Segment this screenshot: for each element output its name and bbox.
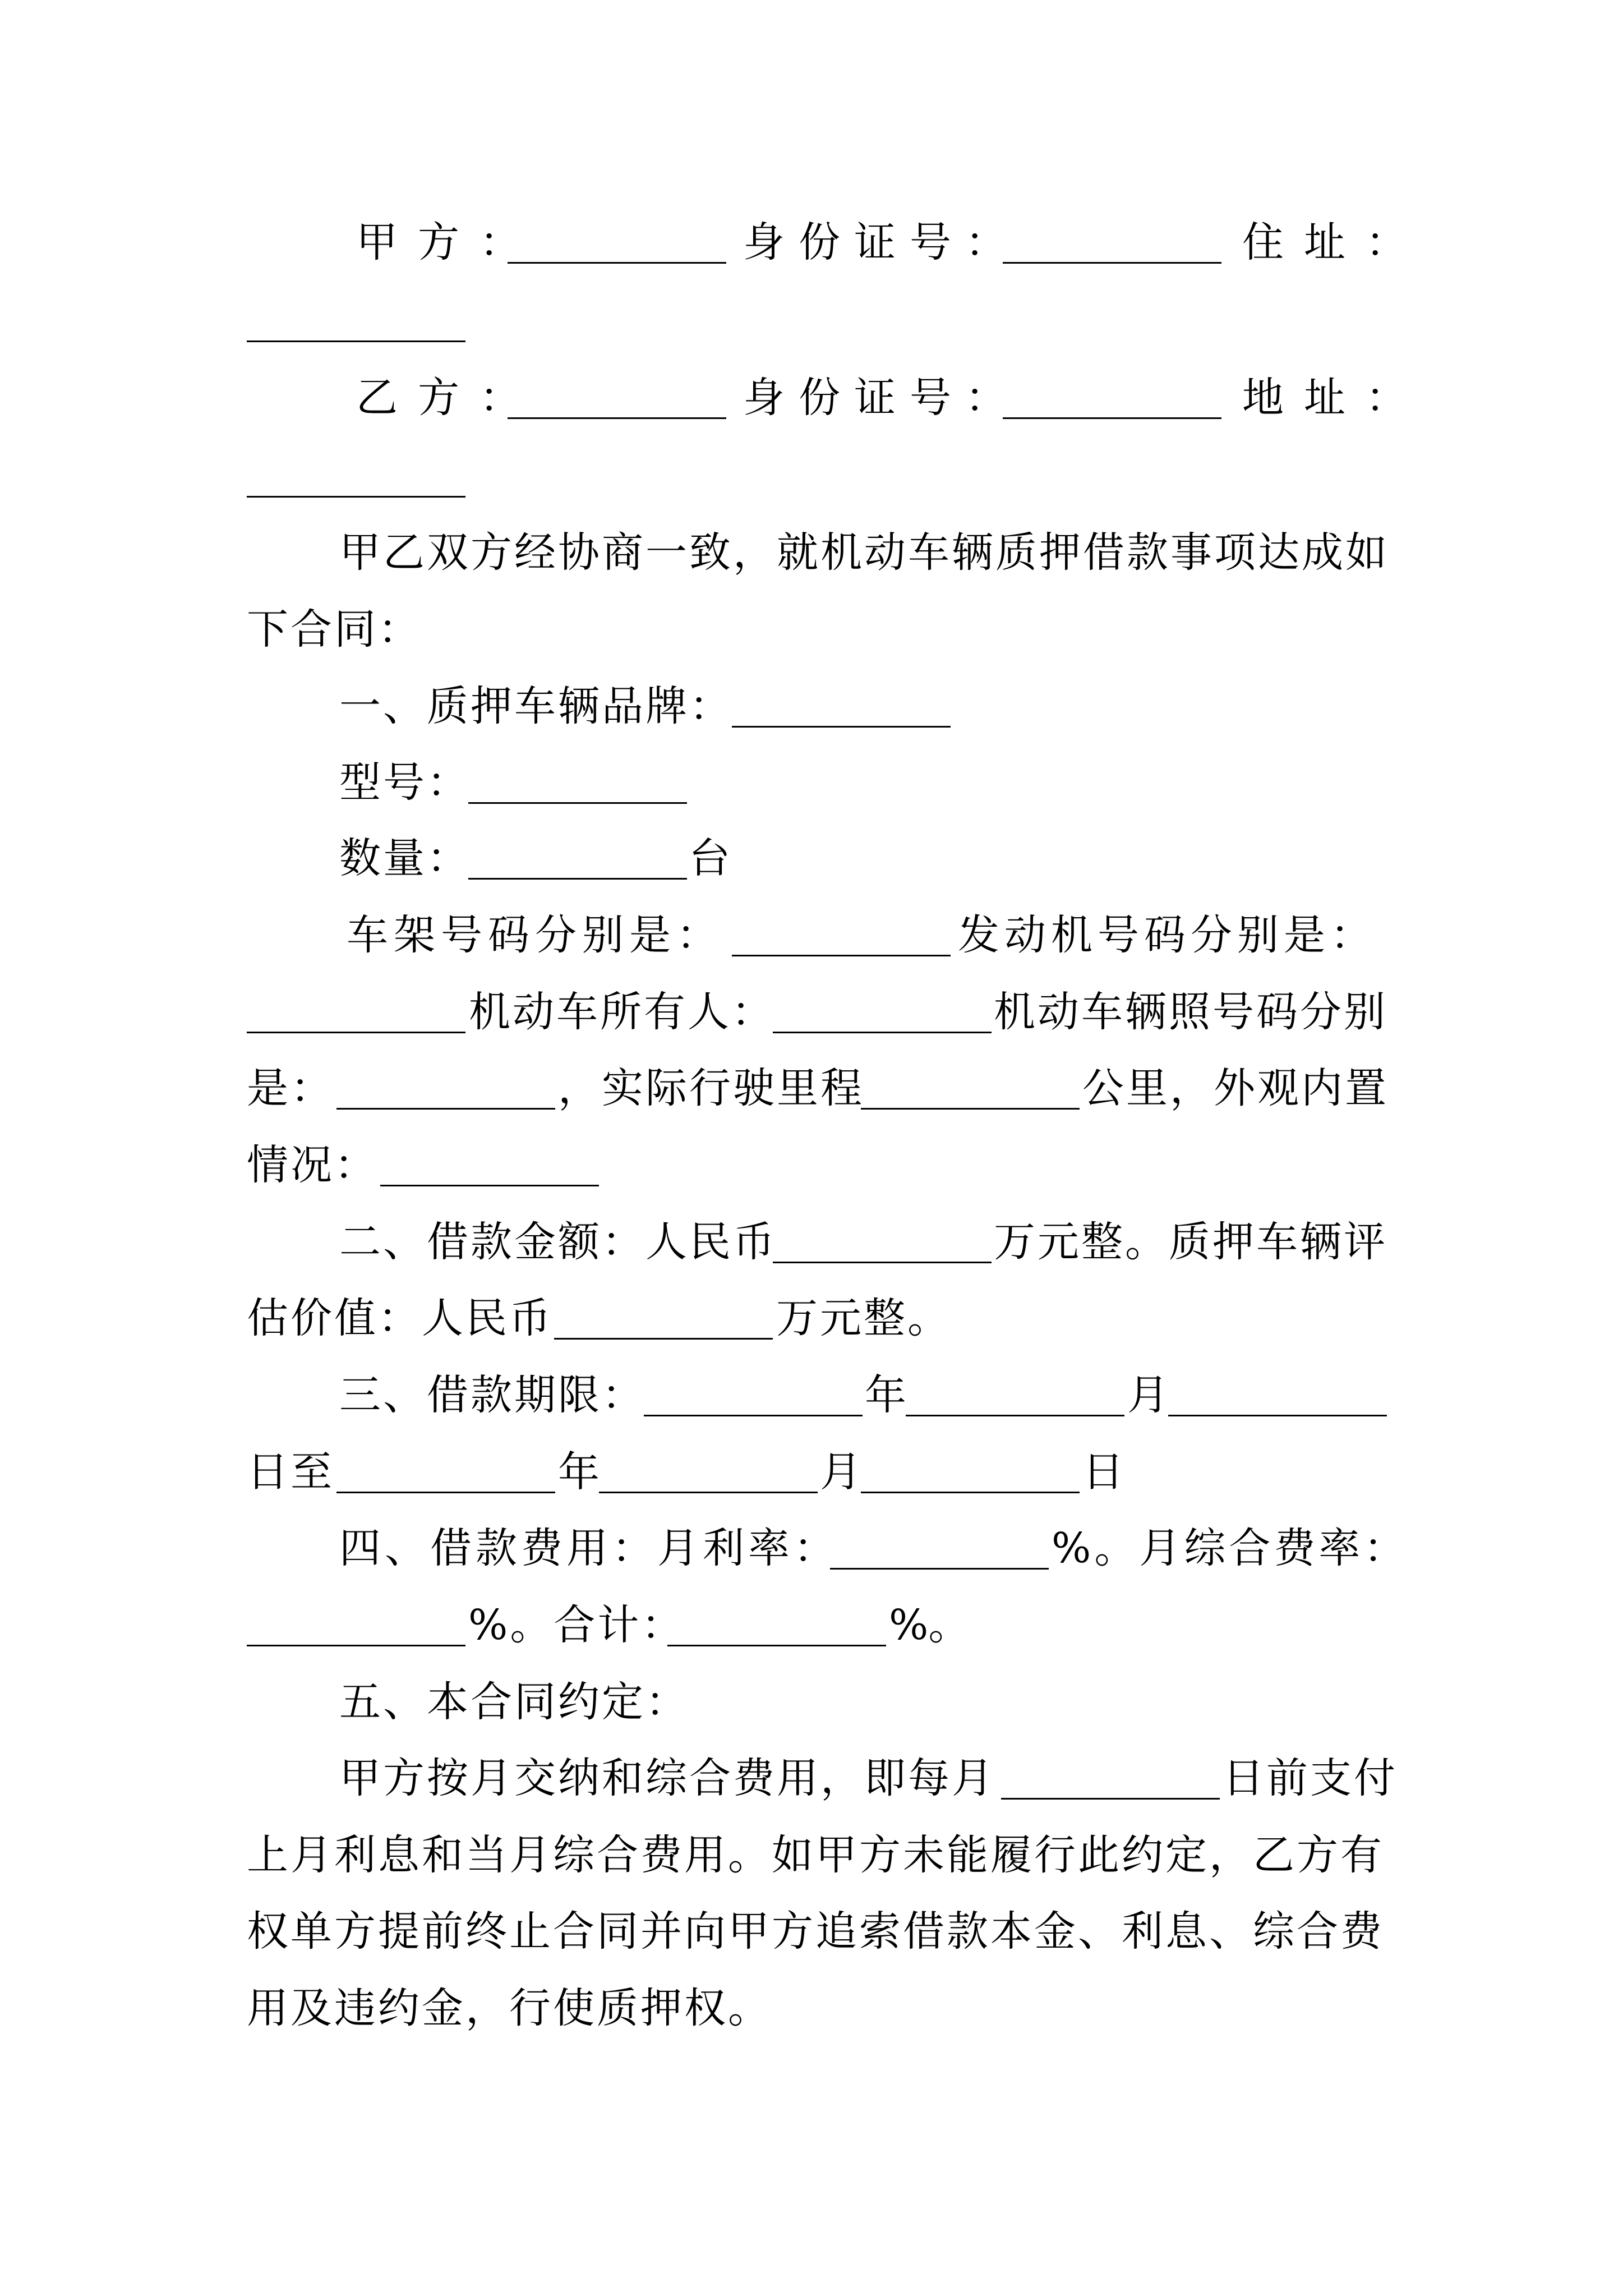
party-b-name-blank[interactable] [508, 417, 726, 419]
end-month-blank[interactable] [599, 1492, 818, 1493]
start-day-unit: 日至 [247, 1448, 334, 1496]
start-day-blank[interactable] [1168, 1415, 1387, 1416]
valuation-unit: 万元整。 [776, 1294, 951, 1342]
total-label: %。合计： [468, 1601, 685, 1649]
intro-text-2: 下合同： [247, 605, 422, 654]
party-a-line [0, 218, 1623, 300]
quantity-unit: 台 [689, 834, 730, 882]
model-blank[interactable] [468, 802, 687, 804]
mileage-blank[interactable] [861, 1108, 1080, 1110]
owner-label: 机动车所有人： [469, 988, 775, 1036]
clause5-text-1b: 日前支付 [1223, 1754, 1398, 1802]
term-end-line [0, 1448, 1623, 1530]
address-label-a: 住址： [1242, 218, 1427, 266]
party-a-address-blank[interactable] [247, 341, 465, 342]
total-unit: %。 [889, 1601, 970, 1649]
mileage-line [0, 1064, 1623, 1146]
total-rate-blank[interactable] [667, 1645, 886, 1646]
payment-day-blank[interactable] [1001, 1798, 1220, 1800]
engine-blank[interactable] [247, 1032, 465, 1033]
party-a-name-blank[interactable] [508, 262, 726, 264]
clause5-title: 五、本合同约定： [339, 1678, 689, 1726]
party-a-label: 甲方： [356, 218, 541, 266]
condition-label: 情况： [247, 1141, 378, 1189]
party-b-line [0, 374, 1623, 455]
condition-line [0, 1141, 1623, 1223]
valuation-label: 估价值：人民币 [247, 1294, 553, 1342]
owner-blank[interactable] [773, 1032, 992, 1033]
id-label-a: 身份证号： [743, 218, 1021, 266]
quantity-blank[interactable] [468, 878, 687, 880]
clause5-text-2: 上月利息和当月综合费用。如甲方未能履行此约定，乙方有 [247, 1831, 1384, 1879]
clause5-line-3 [0, 1907, 1623, 1989]
amount-blank[interactable] [773, 1262, 992, 1263]
end-day-blank[interactable] [861, 1492, 1080, 1493]
term-label: 三、借款期限： [339, 1371, 645, 1419]
start-year-unit: 年 [865, 1371, 906, 1419]
comprehensive-rate-blank[interactable] [247, 1645, 465, 1646]
end-year-blank[interactable] [336, 1492, 555, 1493]
chassis-label: 车架号码分别是： [347, 911, 723, 959]
fee-rate-label: %。月综合费率： [1052, 1524, 1409, 1572]
plate-label: 机动车辆照号码分别 [994, 988, 1387, 1036]
model-label: 型号： [339, 758, 471, 807]
clause5-line-1 [0, 1754, 1623, 1836]
address-label-b: 地址： [1242, 374, 1427, 422]
model-line [0, 758, 1623, 840]
brand-line [0, 682, 1623, 764]
party-b-label: 乙方： [356, 374, 541, 422]
plate-label-cont: 是： [247, 1064, 334, 1112]
clause5-text-1a: 甲方按月交纳和综合费用，即每月 [339, 1754, 995, 1802]
mileage-unit: 公里，外观内置 [1082, 1064, 1389, 1112]
clause5-line-2 [0, 1831, 1623, 1913]
clause5-text-4: 用及违约金，行使质押权。 [247, 1984, 772, 2032]
clause5-title-line [0, 1678, 1623, 1760]
start-month-blank[interactable] [906, 1415, 1124, 1416]
fee-label: 四、借款费用：月利率： [339, 1524, 839, 1572]
valuation-blank[interactable] [554, 1338, 773, 1340]
intro-line-1 [0, 528, 1623, 610]
chassis-blank[interactable] [732, 955, 951, 956]
mileage-label: ，实际行驶里程 [558, 1064, 864, 1112]
plate-blank[interactable] [336, 1108, 555, 1110]
party-b-address-line [0, 455, 1623, 534]
brand-blank[interactable] [732, 726, 951, 728]
amount-line [0, 1218, 1623, 1300]
party-a-address-line [0, 300, 1623, 379]
engine-label: 发动机号码分别是： [958, 911, 1377, 959]
fee-total-line [0, 1601, 1623, 1683]
owner-line [0, 988, 1623, 1070]
brand-label: 一、质押车辆品牌： [339, 682, 733, 730]
quantity-label: 数量： [339, 834, 471, 882]
quantity-line [0, 834, 1623, 916]
chassis-line [0, 911, 1623, 993]
condition-blank[interactable] [380, 1185, 599, 1186]
party-b-address-blank[interactable] [247, 496, 465, 498]
amount-label: 二、借款金额：人民币 [339, 1218, 777, 1266]
party-a-id-blank[interactable] [1003, 262, 1221, 264]
fee-line [0, 1524, 1623, 1606]
id-label-b: 身份证号： [743, 374, 1021, 422]
amount-unit: 万元整。质押车辆评 [994, 1218, 1387, 1266]
monthly-rate-blank[interactable] [830, 1568, 1049, 1570]
valuation-line [0, 1294, 1623, 1376]
end-month-unit: 月 [820, 1448, 861, 1496]
end-year-unit: 年 [558, 1448, 600, 1496]
clause5-line-4 [0, 1984, 1623, 2066]
term-line [0, 1371, 1623, 1453]
start-month-unit: 月 [1127, 1371, 1169, 1419]
clause5-text-3: 权单方提前终止合同并向甲方追索借款本金、利息、综合费 [247, 1907, 1384, 1955]
party-b-id-blank[interactable] [1003, 417, 1221, 419]
intro-line-2 [0, 605, 1623, 687]
start-year-blank[interactable] [644, 1415, 863, 1416]
end-day-unit: 日 [1082, 1448, 1124, 1496]
intro-text-1: 甲乙双方经协商一致，就机动车辆质押借款事项达成如 [339, 528, 1389, 577]
